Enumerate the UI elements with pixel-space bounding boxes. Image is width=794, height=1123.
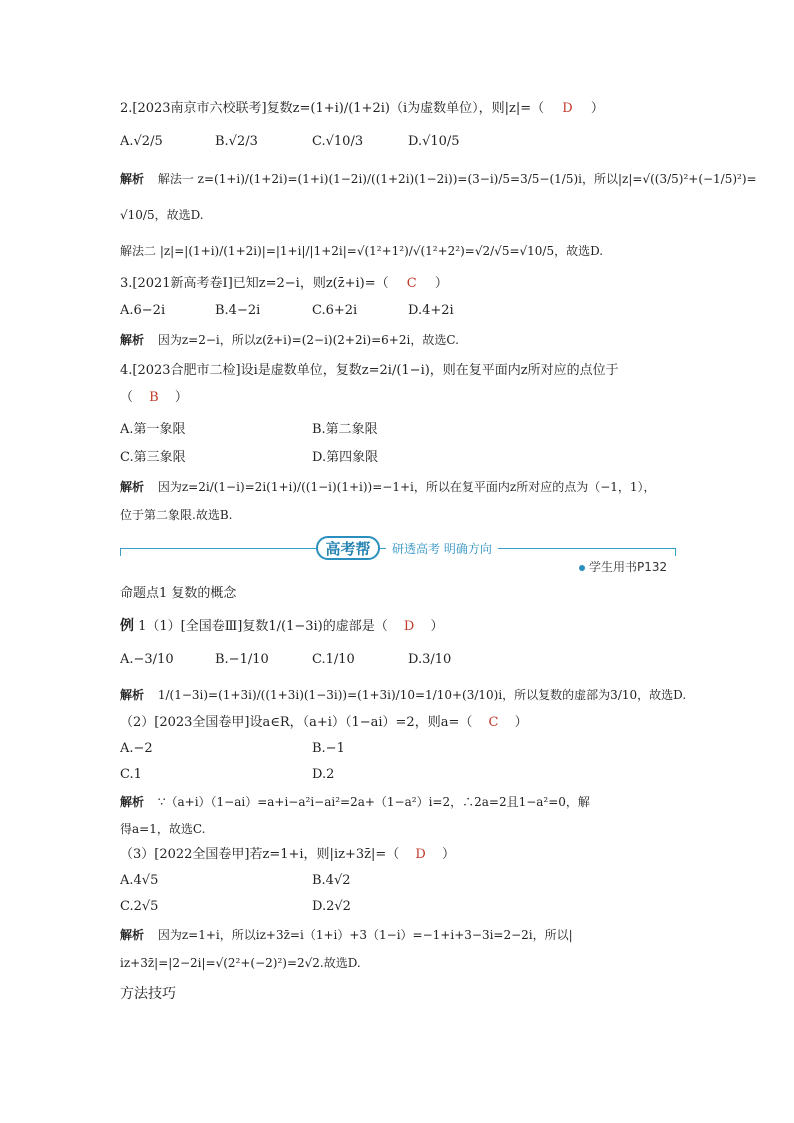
- q3-solution: [120, 331, 459, 349]
- q4-option-b: B.第二象限: [312, 422, 378, 437]
- q2-answer: D: [562, 101, 573, 116]
- q4-option-d: D.第四象限: [312, 450, 379, 465]
- banner-rule-right-end: [675, 548, 676, 556]
- ex1-label: 例: [120, 618, 134, 634]
- ex2-solution-text: ∵（a+i）（1−ai）=a+i−a²i−ai²=2a+（1−a²）i=2，∴2a=2且1−a²=0，解: [157, 795, 590, 809]
- method-tips-title: 方法技巧: [120, 986, 176, 1002]
- student-book-reference-text: 学生用书P132: [589, 560, 668, 574]
- q2-close-paren: ）: [590, 101, 604, 116]
- q2-solution-method2: 解法二 |z|=|(1+i)/(1+2i)|=|1+i|/|1+2i|=√(1²+1²)/√(1²+2²)=√2/√5=√10/5，故选D.: [120, 244, 604, 258]
- bullet-dot-icon: [579, 565, 585, 571]
- ex1-option-d: D.3/10: [408, 652, 452, 667]
- banner-badge: 高考帮: [316, 536, 380, 560]
- q3-stem: [120, 275, 448, 293]
- ex3-solution-line2: iz+3z̄|=|2−2i|=√(2²+(−2)²)=2√2.故选D.: [120, 956, 361, 970]
- ex2-solution-line2: 得a=1，故选C.: [120, 822, 206, 836]
- q4-close-paren: ）: [174, 390, 188, 405]
- q2-option-a: A.√2/5: [120, 134, 163, 149]
- ex2-option-b: B.−1: [312, 741, 345, 756]
- topic-title: 命题点1 复数的概念: [120, 586, 237, 601]
- q2-option-b: B.√2/3: [215, 134, 258, 149]
- q2-solution-label: 解析: [120, 172, 145, 186]
- q3-stem-text: 3.[2021新高考卷Ⅰ]已知z=2−i，则z(z̄+i)=（: [120, 276, 389, 291]
- q3-option-b: B.4−2i: [215, 303, 261, 318]
- ex3-solution-line1: [120, 926, 573, 944]
- ex3-option-c: C.2√5: [120, 899, 159, 914]
- q3-answer: C: [406, 276, 417, 291]
- ex3-option-d: D.2√2: [312, 899, 351, 914]
- q4-answer-line: [120, 389, 188, 407]
- banner-rule-left-end: [120, 548, 121, 556]
- q2-stem-text: 2.[2023南京市六校联考]复数z=(1+i)/(1+2i)（i为虚数单位），则|z|=（: [120, 101, 545, 116]
- ex3-solution-label: 解析: [120, 928, 145, 942]
- ex2-answer: C: [488, 715, 499, 730]
- q2-stem: [120, 100, 604, 118]
- ex2-option-a: A.−2: [120, 741, 153, 756]
- ex1-option-b: B.−1/10: [215, 652, 269, 667]
- q4-solution-label: 解析: [120, 480, 145, 494]
- ex1-close-paren: ）: [430, 619, 444, 634]
- ex1-solution: [120, 686, 686, 704]
- ex2-option-d: D.2: [312, 767, 335, 782]
- q2-option-c: C.√10/3: [312, 134, 364, 149]
- ex1-solution-label: 解析: [120, 688, 145, 702]
- ex3-option-b: B.4√2: [312, 873, 351, 888]
- q4-stem: 4.[2023合肥市二检]设i是虚数单位，复数z=2i/(1−i)，则在复平面内z所对应的点位于: [120, 363, 619, 378]
- ex3-close-paren: ）: [441, 847, 455, 862]
- ex2-close-paren: ）: [514, 715, 528, 730]
- q4-answer: B: [149, 390, 159, 405]
- student-book-reference: [579, 558, 667, 575]
- ex1-solution-text: 1/(1−3i)=(1+3i)/((1+3i)(1−3i))=(1+3i)/10=1/10+(3/10)i，所以复数的虚部为3/10，故选D.: [157, 688, 687, 702]
- q3-option-d: D.4+2i: [408, 303, 454, 318]
- ex2-solution-label: 解析: [120, 795, 145, 809]
- q4-solution-line1: [120, 478, 656, 496]
- q3-close-paren: ）: [434, 276, 448, 291]
- q2-solution-line1: [120, 170, 757, 188]
- q4-solution-line2: 位于第二象限.故选B.: [120, 508, 233, 522]
- banner-slogan: 研透高考 明确方向: [386, 540, 498, 557]
- ex2-stem-text: （2）[2023全国卷甲]设a∈R，（a+i）（1−ai）=2，则a=（: [120, 715, 473, 730]
- q3-option-a: A.6−2i: [120, 303, 166, 318]
- q4-option-a: A.第一象限: [120, 422, 186, 437]
- ex3-answer: D: [415, 847, 426, 862]
- ex2-stem: [120, 714, 528, 732]
- ex3-stem-text: （3）[2022全国卷甲]若z=1+i，则|iz+3z̄|=（: [120, 847, 400, 862]
- q2-solution-method1: 解法一 z=(1+i)/(1+2i)=(1+i)(1−2i)/((1+2i)(1−2i))=(3−i)/5=3/5−(1/5)i，所以|z|=√((3/5)²+(−1/5)²)=: [157, 172, 757, 186]
- q3-option-c: C.6+2i: [312, 303, 358, 318]
- ex3-stem: [120, 846, 455, 864]
- ex1-option-a: A.−3/10: [120, 652, 174, 667]
- ex2-solution-line1: [120, 793, 590, 811]
- q3-solution-text: 因为z=2−i，所以z(z̄+i)=(2−i)(2+2i)=6+2i，故选C.: [157, 333, 459, 347]
- ex1-stem-text: 1（1）[全国卷Ⅲ]复数1/(1−3i)的虚部是（: [138, 619, 388, 634]
- q2-solution-line2: √10/5，故选D.: [120, 208, 204, 222]
- q4-open-paren: （: [120, 390, 134, 405]
- ex1-answer: D: [403, 619, 415, 634]
- q2-option-d: D.√10/5: [408, 134, 460, 149]
- ex3-option-a: A.4√5: [120, 873, 159, 888]
- ex1-stem: [120, 617, 443, 636]
- q4-option-c: C.第三象限: [120, 450, 186, 465]
- ex1-option-c: C.1/10: [312, 652, 355, 667]
- ex3-solution-text: 因为z=1+i，所以iz+3z̄=i（1+i）+3（1−i）=−1+i+3−3i=2−2i，所以|: [157, 928, 573, 942]
- q4-solution-text: 因为z=2i/(1−i)=2i(1+i)/((1−i)(1+i))=−1+i，所以在复平面内z所对应的点为（−1，1），: [157, 480, 656, 494]
- ex2-option-c: C.1: [120, 767, 142, 782]
- q3-solution-label: 解析: [120, 333, 145, 347]
